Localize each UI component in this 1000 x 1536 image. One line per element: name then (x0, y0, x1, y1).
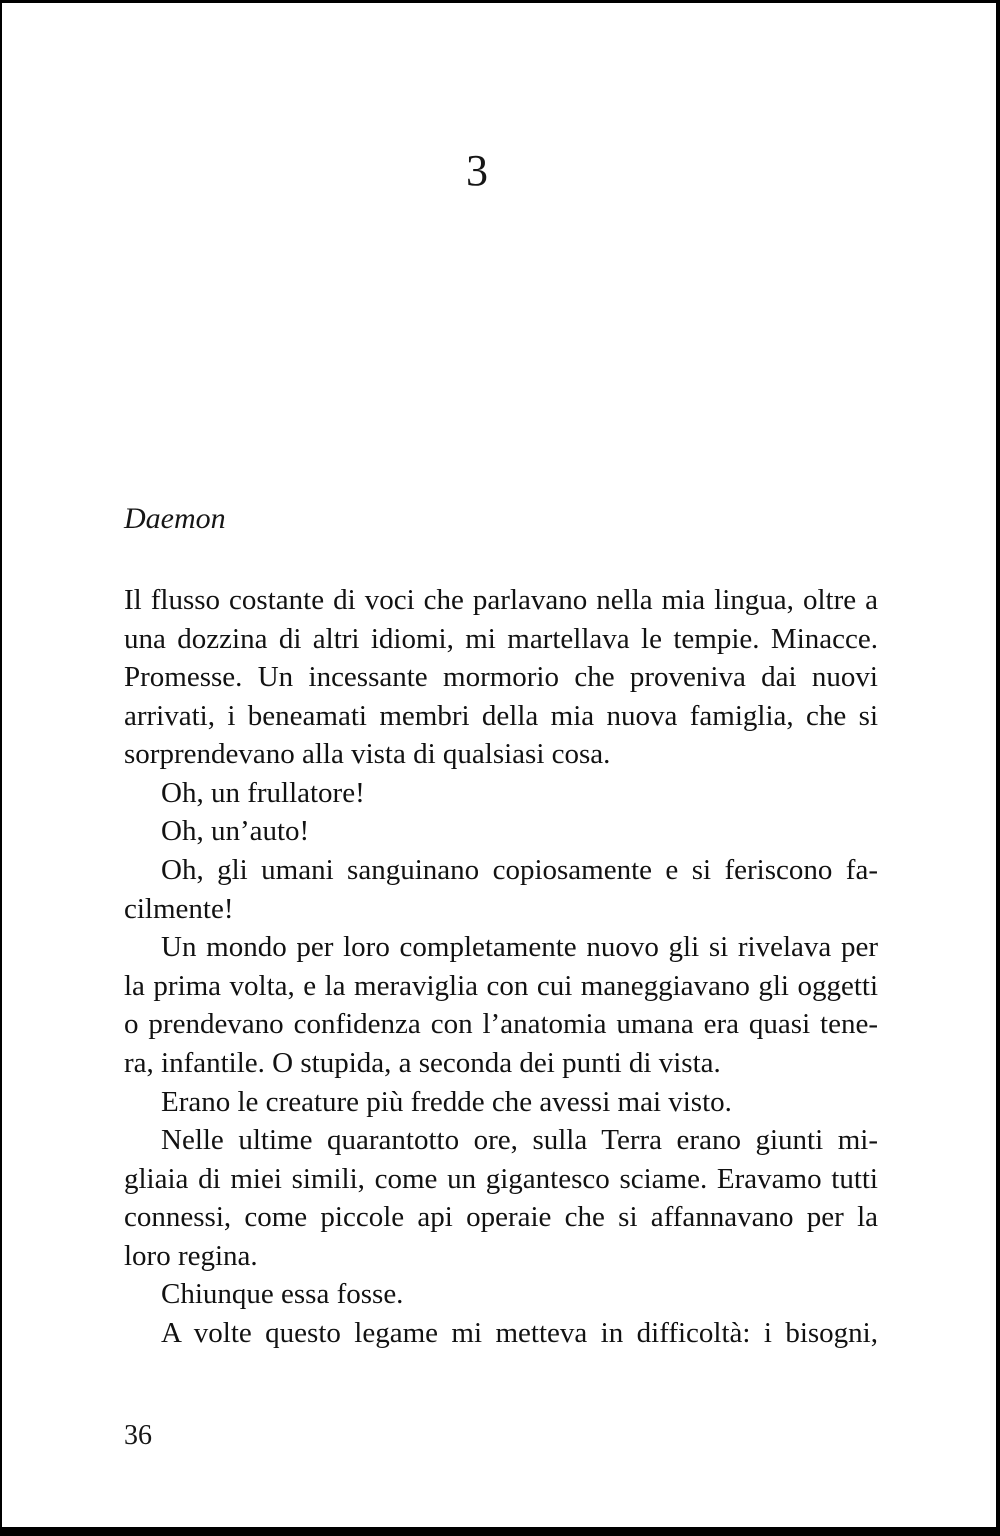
text-line: A volte questo legame mi metteva in difficoltà: i bisogni, (161, 1316, 878, 1349)
body-text (124, 581, 878, 1353)
page-border-bottom (0, 1527, 1000, 1536)
text-line: sorprendevano alla vista di qualsiasi cosa. (124, 738, 611, 771)
text-line: Oh, gli umani sanguinano copiosamente e si feriscono fa- (161, 854, 878, 887)
text-line: gliaia di miei simili, come un gigantesco sciame. Eravamo tutti (124, 1162, 878, 1195)
text-line: connessi, come piccole api operaie che si affannavano per la (124, 1201, 878, 1234)
text-line: Un mondo per loro completamente nuovo gli si rivelava per (161, 931, 878, 964)
text-line: Oh, un’auto! (161, 815, 310, 848)
text-line: Erano le creature più fredde che avessi mai visto. (161, 1085, 732, 1118)
text-line: Il flusso costante di voci che parlavano nella mia lingua, oltre a (124, 584, 878, 616)
text-line: o prendevano confidenza con l’anatomia umana era quasi tene- (124, 1008, 878, 1041)
page-border-top (0, 0, 1000, 3)
page-number: 36 (124, 1420, 152, 1451)
text-line: Chiunque essa fosse. (161, 1278, 404, 1311)
text-line: Nelle ultime quarantotto ore, sulla Terra erano giunti mi- (161, 1124, 878, 1157)
text-line: una dozzina di altri idiomi, mi martellava le tempie. Minacce. (124, 622, 878, 655)
text-line: Promesse. Un incessante mormorio che proveniva dai nuovi (124, 661, 878, 694)
text-line: cilmente! (124, 892, 234, 925)
text-line: arrivati, i beneamati membri della mia nuova famiglia, che si (124, 699, 878, 732)
section-heading: Daemon (124, 502, 226, 535)
text-line: la prima volta, e la meraviglia con cui maneggiavano gli oggetti (124, 969, 878, 1002)
text-line: Oh, un frullatore! (161, 776, 365, 809)
text-line: ra, infantile. O stupida, a seconda dei punti di vista. (124, 1046, 721, 1079)
page-border-left (0, 0, 2, 1536)
text-line: loro regina. (124, 1239, 258, 1272)
page-border-right (996, 0, 1000, 1536)
chapter-number: 3 (466, 146, 488, 195)
